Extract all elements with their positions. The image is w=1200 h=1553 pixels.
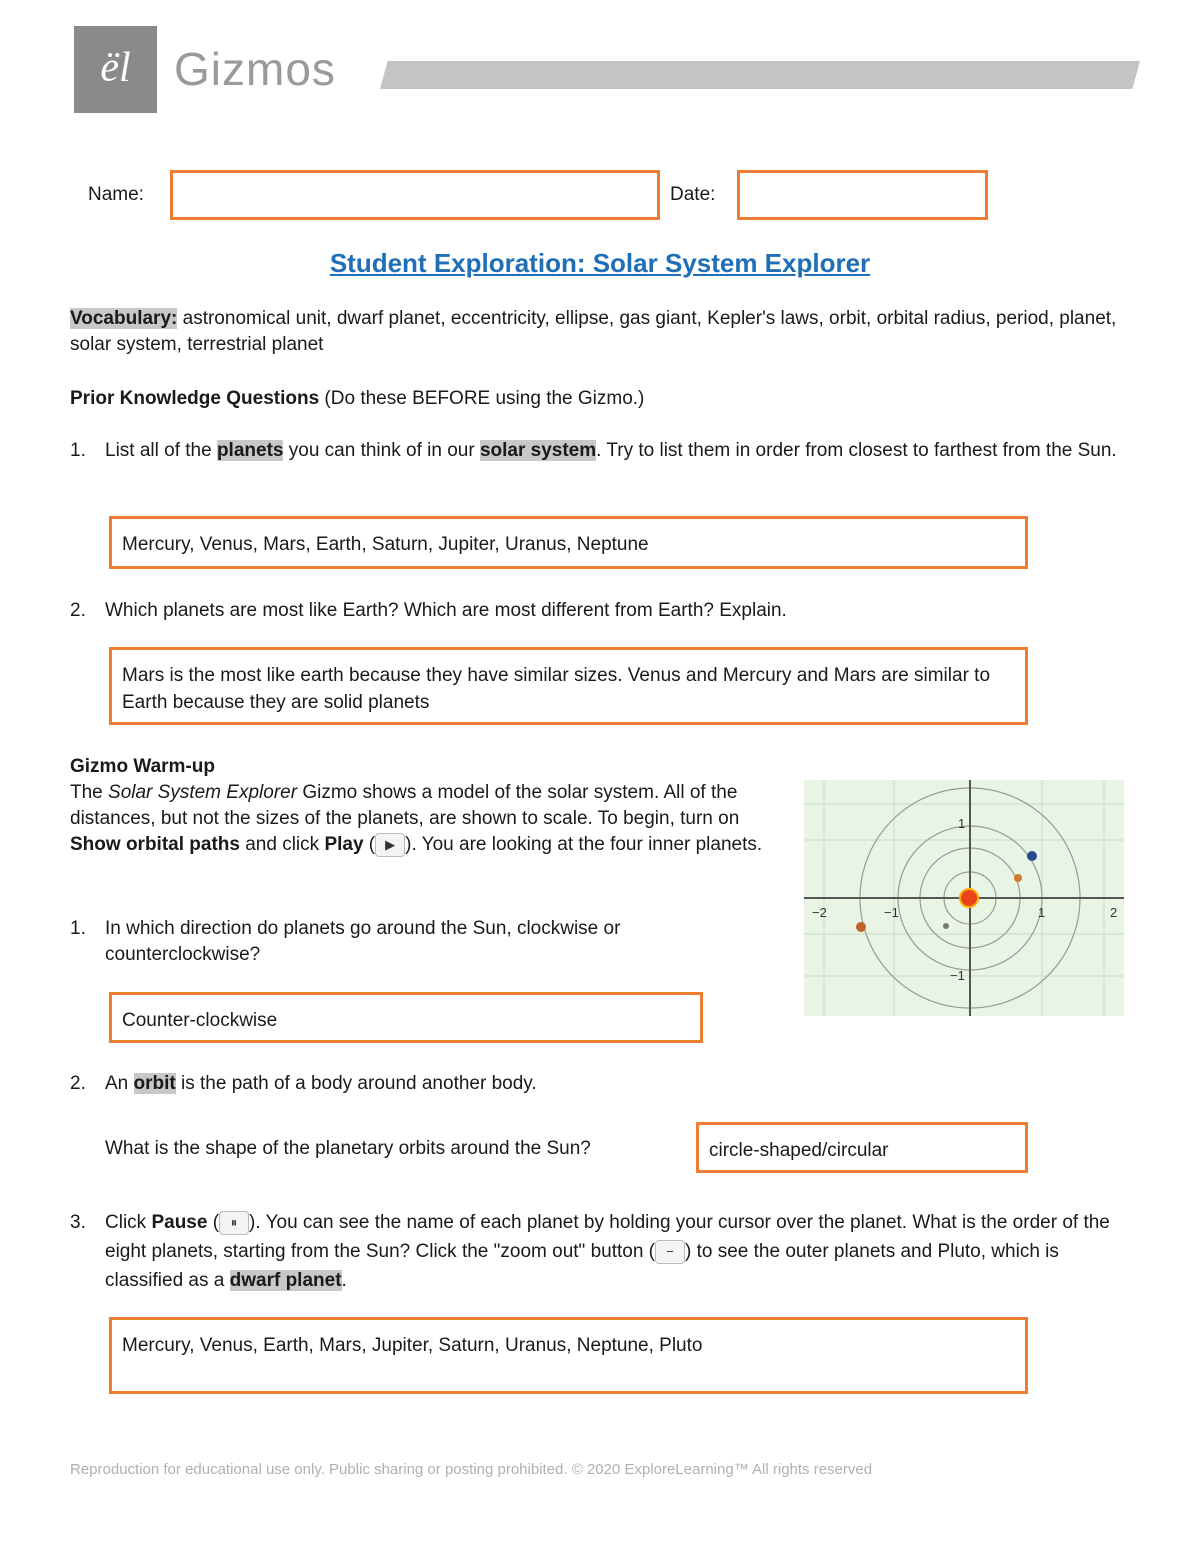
prior-q1-number: 1. xyxy=(70,440,86,461)
solar-system-figure xyxy=(804,780,1124,1016)
prior-q1-answer: Mercury, Venus, Mars, Earth, Saturn, Jupiter, Uranus, Neptune xyxy=(122,534,649,555)
play-icon: ▶ xyxy=(375,833,405,857)
zoom-out-icon: − xyxy=(655,1240,685,1264)
tick-y-pos1: 1 xyxy=(958,816,966,831)
term-planets: planets xyxy=(216,440,284,461)
date-field[interactable] xyxy=(737,170,988,220)
page-title: Student Exploration: Solar System Explorer xyxy=(329,248,871,278)
prior-heading: Prior Knowledge Questions xyxy=(70,388,320,409)
term-orbit: orbit xyxy=(133,1073,176,1094)
prior-q2-text: Which planets are most like Earth? Which are most different from Earth? Explain. xyxy=(105,600,787,621)
warmup-q2-text: An orbit is the path of a body around another body. xyxy=(105,1073,537,1094)
prior-q2-answer-field[interactable] xyxy=(109,647,1028,725)
sun-icon xyxy=(960,889,978,907)
warmup-q1-text: In which direction do planets go around the Sun, clockwise or counterclockwise? xyxy=(105,918,621,965)
warmup-heading: Gizmo Warm-up xyxy=(70,756,215,777)
warmup-q1-number: 1. xyxy=(70,918,86,939)
name-field[interactable] xyxy=(170,170,660,220)
venus-icon xyxy=(1014,874,1022,882)
term-dwarf-planet: dwarf planet xyxy=(229,1270,342,1291)
warmup-q1-answer: Counter-clockwise xyxy=(122,1010,278,1031)
mars-icon xyxy=(856,922,866,932)
header-bar xyxy=(380,61,1140,89)
warmup-intro: The Solar System Explorer Gizmo shows a model of the solar system. All of the distances, but not the sizes of the planets, are shown to scale. To begin, turn on Show orbital paths and click Play ( ▶ ). You are looking at the four inner planets. xyxy=(70,782,763,855)
tick-y-neg1: −1 xyxy=(950,968,965,983)
footer-copyright: Reproduction for educational use only. Public sharing or posting prohibited. © 2020 ExploreLearning™ All rights reserved xyxy=(70,1461,873,1478)
vocabulary-text: astronomical unit, dwarf planet, eccentricity, ellipse, gas giant, Kepler's laws, orbit, orbital radius, period, planet, solar system, terrestrial planet xyxy=(70,308,1117,355)
warmup-q2-sub: What is the shape of the planetary orbits around the Sun? xyxy=(105,1138,591,1159)
warmup-q2-answer-field[interactable] xyxy=(696,1122,1028,1173)
mercury-icon xyxy=(943,923,949,929)
tick-x-pos1: 1 xyxy=(1038,905,1046,920)
warmup-q3-answer-field[interactable] xyxy=(109,1317,1028,1394)
pause-icon: ⏸ xyxy=(219,1211,249,1235)
prior-q2-answer: Mars is the most like earth because they have similar sizes. Venus and Mercury and Mars are similar to Earth because they are solid planets xyxy=(122,665,991,713)
date-label: Date: xyxy=(670,184,716,205)
earth-icon xyxy=(1027,851,1037,861)
warmup-q3-answer: Mercury, Venus, Earth, Mars, Jupiter, Saturn, Uranus, Neptune, Pluto xyxy=(122,1335,703,1356)
warmup-q3-number: 3. xyxy=(70,1212,86,1233)
warmup-q2-answer: circle-shaped/circular xyxy=(709,1140,889,1161)
warmup-q3-text: Click Pause ( ⏸ ). You can see the name of each planet by holding your cursor over the planet. What is the order of the eight planets, starting from the Sun? Click the "zoom out" button ( − ) to see the outer planets and Pluto, which is classified as a dwarf planet. xyxy=(105,1212,1110,1291)
tick-x-pos2: 2 xyxy=(1110,905,1118,920)
vocabulary-label: Vocabulary: xyxy=(70,308,178,329)
tick-x-neg1: −1 xyxy=(884,905,899,920)
term-solar-system: solar system xyxy=(479,440,597,461)
warmup-q1-answer-field[interactable] xyxy=(109,992,703,1043)
prior-note: (Do these BEFORE using the Gizmo.) xyxy=(319,388,645,409)
brand-name: Gizmos xyxy=(174,43,336,95)
name-label: Name: xyxy=(88,184,144,205)
tick-x-neg2: −2 xyxy=(812,905,827,920)
prior-q2-number: 2. xyxy=(70,600,86,621)
warmup-q2-number: 2. xyxy=(70,1073,86,1094)
prior-heading-line xyxy=(70,386,1130,412)
vocabulary xyxy=(70,306,1130,358)
logo-glyph: ël xyxy=(100,45,131,91)
prior-q1-answer-field[interactable] xyxy=(109,516,1028,569)
prior-q1-text: List all of the planets you can think of in our solar system. Try to list them in order from closest to farthest from the Sun. xyxy=(105,440,1117,461)
